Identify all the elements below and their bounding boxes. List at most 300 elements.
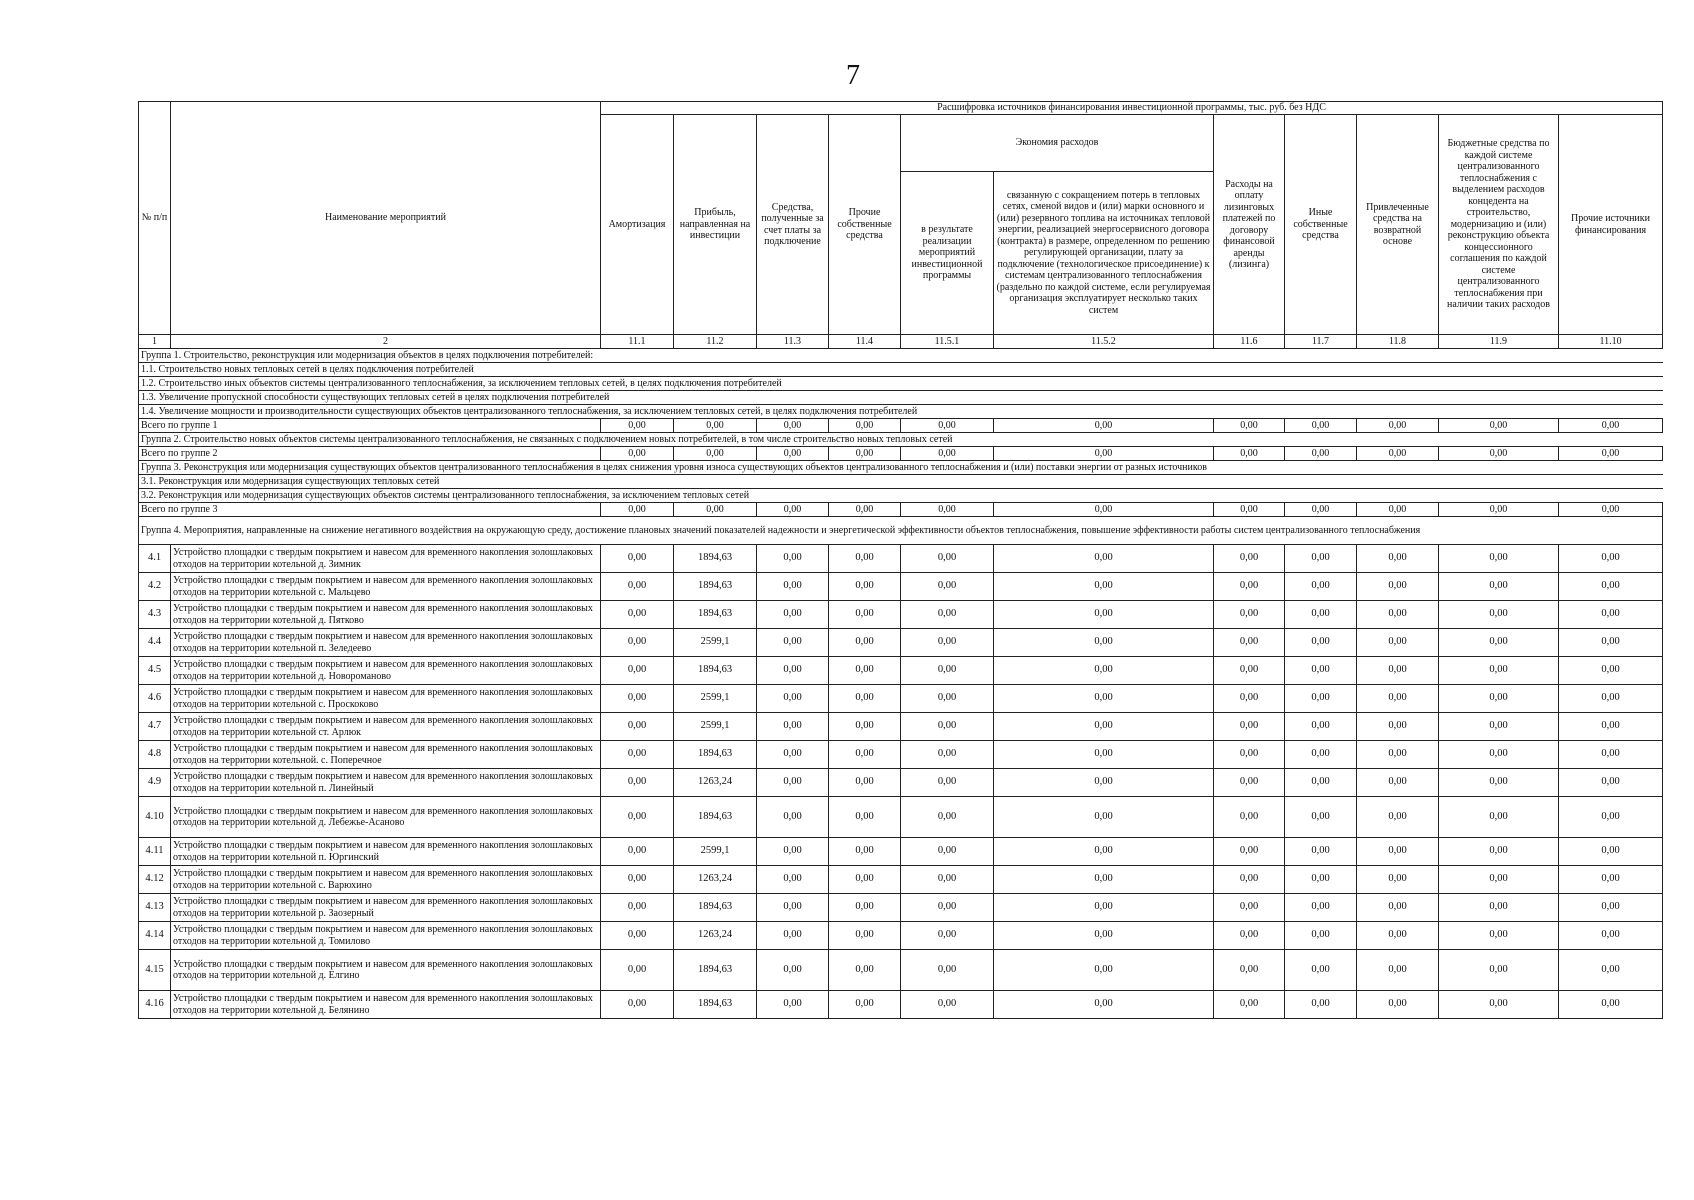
- value-cell: 0,00: [994, 685, 1214, 713]
- item-number: 4.10: [139, 797, 171, 838]
- value-cell: 0,00: [757, 503, 829, 517]
- col-number: 11.4: [829, 335, 901, 349]
- value-cell: 0,00: [829, 741, 901, 769]
- total-label: Всего по группе 3: [139, 503, 601, 517]
- value-cell: 0,00: [1214, 866, 1285, 894]
- value-cell: 0,00: [1357, 601, 1439, 629]
- col-header-other-sources: Прочие источники финансирования: [1559, 115, 1663, 335]
- value-cell: 0,00: [829, 503, 901, 517]
- value-cell: 0,00: [1357, 713, 1439, 741]
- section-heading: Группа 3. Реконструкция или модернизация существующих объектов централизованного теплоснабжения в целях снижения уровня износа существующих объектов централизованного теплоснабжения и (или) поставки энергии от разных источников: [139, 461, 1663, 475]
- total-label: Всего по группе 2: [139, 447, 601, 461]
- value-cell: 0,00: [1357, 419, 1439, 433]
- item-number: 4.7: [139, 713, 171, 741]
- item-name: Устройство площадки с твердым покрытием и навесом для временного накопления золошлаковых отходов на территории котельной д. Елгино: [171, 950, 601, 991]
- value-cell: 0,00: [994, 950, 1214, 991]
- value-cell: 0,00: [1439, 545, 1559, 573]
- col-number: 11.10: [1559, 335, 1663, 349]
- col-header-other-own2: Иные собственные средства: [1285, 115, 1357, 335]
- value-cell: 0,00: [1285, 797, 1357, 838]
- column-numbers-row: [139, 335, 1663, 349]
- value-cell: 0,00: [1214, 922, 1285, 950]
- value-cell: 0,00: [1357, 838, 1439, 866]
- item-number: 4.6: [139, 685, 171, 713]
- value-cell: 0,00: [757, 629, 829, 657]
- col-number: 11.2: [674, 335, 757, 349]
- value-cell: 0,00: [757, 769, 829, 797]
- value-cell: 0,00: [601, 950, 674, 991]
- col-header-savings-loss: связанную с сокращением потерь в тепловых сетях, сменой видов и (или) марки основного и (или) резервного топлива на источниках тепловой энергии, реализацией энергосервисного договора (контракта) в размере, определенном по решению регулирующей организации, плату за подключение (технологическое присоединение) к системам централизованного теплоснабжения (раздельно по каждой системе, если регулируемая организация эксплуатирует несколько таких систем: [994, 172, 1214, 335]
- value-cell: 0,00: [901, 797, 994, 838]
- value-cell: 0,00: [1214, 545, 1285, 573]
- value-cell: 0,00: [829, 545, 901, 573]
- value-cell: 0,00: [1439, 797, 1559, 838]
- value-cell: 0,00: [1559, 991, 1663, 1019]
- value-cell: 0,00: [901, 447, 994, 461]
- value-cell: 0,00: [1439, 601, 1559, 629]
- value-cell: 0,00: [1285, 573, 1357, 601]
- value-cell: 0,00: [757, 419, 829, 433]
- item-name: Устройство площадки с твердым покрытием и навесом для временного накопления золошлаковых отходов на территории котельной д. Зимник: [171, 545, 601, 573]
- value-cell: 0,00: [601, 601, 674, 629]
- profit-value: 1263,24: [674, 769, 757, 797]
- value-cell: 0,00: [1285, 922, 1357, 950]
- value-cell: 0,00: [757, 713, 829, 741]
- subsection-heading: 1.1. Строительство новых тепловых сетей в целях подключения потребителей: [139, 363, 1663, 377]
- profit-value: 2599,1: [674, 838, 757, 866]
- table-row: [139, 601, 1663, 629]
- value-cell: 0,00: [1559, 866, 1663, 894]
- col-number: 2: [171, 335, 601, 349]
- value-cell: 0,00: [1559, 685, 1663, 713]
- value-cell: 0,00: [601, 685, 674, 713]
- value-cell: 0,00: [994, 573, 1214, 601]
- col-header-other-own: Прочие собственные средства: [829, 115, 901, 335]
- item-number: 4.2: [139, 573, 171, 601]
- value-cell: 0,00: [1439, 950, 1559, 991]
- profit-value: 1894,63: [674, 894, 757, 922]
- value-cell: 0,00: [1439, 838, 1559, 866]
- value-cell: 0,00: [1285, 894, 1357, 922]
- profit-value: 2599,1: [674, 629, 757, 657]
- value-cell: 0,00: [601, 545, 674, 573]
- value-cell: 0,00: [1559, 657, 1663, 685]
- value-cell: 0,00: [901, 713, 994, 741]
- table-row: [139, 713, 1663, 741]
- value-cell: 0,00: [829, 838, 901, 866]
- value-cell: 0,00: [1357, 741, 1439, 769]
- value-cell: 0,00: [901, 950, 994, 991]
- total-row: [139, 503, 1663, 517]
- value-cell: 0,00: [829, 573, 901, 601]
- item-number: 4.5: [139, 657, 171, 685]
- item-number: 4.4: [139, 629, 171, 657]
- value-cell: 0,00: [1214, 991, 1285, 1019]
- value-cell: 0,00: [1439, 573, 1559, 601]
- value-cell: 0,00: [829, 629, 901, 657]
- value-cell: 0,00: [1214, 657, 1285, 685]
- value-cell: 0,00: [1439, 657, 1559, 685]
- value-cell: 0,00: [829, 797, 901, 838]
- value-cell: 0,00: [1214, 741, 1285, 769]
- value-cell: 0,00: [994, 713, 1214, 741]
- col-header-group: Расшифровка источников финансирования инвестиционной программы, тыс. руб. без НДС: [601, 102, 1663, 115]
- subsection-heading: 1.3. Увеличение пропускной способности существующих тепловых сетей в целях подключения потребителей: [139, 391, 1663, 405]
- col-header-no: № п/п: [139, 102, 171, 335]
- value-cell: 0,00: [994, 866, 1214, 894]
- value-cell: 0,00: [1559, 545, 1663, 573]
- value-cell: 0,00: [1285, 503, 1357, 517]
- col-number: 11.6: [1214, 335, 1285, 349]
- value-cell: 0,00: [1357, 991, 1439, 1019]
- item-name: Устройство площадки с твердым покрытием и навесом для временного накопления золошлаковых отходов на территории котельной п. Линейный: [171, 769, 601, 797]
- value-cell: 0,00: [1214, 769, 1285, 797]
- value-cell: 0,00: [601, 503, 674, 517]
- value-cell: 0,00: [1285, 545, 1357, 573]
- value-cell: 0,00: [1439, 629, 1559, 657]
- value-cell: 0,00: [994, 922, 1214, 950]
- col-header-profit: Прибыль, направленная на инвестиции: [674, 115, 757, 335]
- profit-value: 1263,24: [674, 922, 757, 950]
- subsection-heading: 1.4. Увеличение мощности и производительности существующих объектов централизованного теплоснабжения, за исключением тепловых сетей, в целях подключения потребителей: [139, 405, 1663, 419]
- value-cell: 0,00: [994, 545, 1214, 573]
- value-cell: 0,00: [601, 713, 674, 741]
- value-cell: 0,00: [674, 419, 757, 433]
- item-name: Устройство площадки с твердым покрытием и навесом для временного накопления золошлаковых отходов на территории котельной р. Заозерный: [171, 894, 601, 922]
- value-cell: 0,00: [1214, 713, 1285, 741]
- value-cell: 0,00: [1285, 629, 1357, 657]
- value-cell: 0,00: [1559, 573, 1663, 601]
- value-cell: 0,00: [994, 629, 1214, 657]
- value-cell: 0,00: [901, 657, 994, 685]
- value-cell: 0,00: [1439, 894, 1559, 922]
- value-cell: 0,00: [1559, 713, 1663, 741]
- value-cell: 0,00: [994, 601, 1214, 629]
- value-cell: 0,00: [994, 741, 1214, 769]
- value-cell: 0,00: [1559, 503, 1663, 517]
- value-cell: 0,00: [1439, 922, 1559, 950]
- value-cell: 0,00: [901, 922, 994, 950]
- value-cell: 0,00: [994, 838, 1214, 866]
- value-cell: 0,00: [829, 447, 901, 461]
- value-cell: 0,00: [1559, 950, 1663, 991]
- table-row: [139, 838, 1663, 866]
- subsection-heading: 3.1. Реконструкция или модернизация существующих тепловых сетей: [139, 475, 1663, 489]
- item-name: Устройство площадки с твердым покрытием и навесом для временного накопления золошлаковых отходов на территории котельной д. Пятково: [171, 601, 601, 629]
- value-cell: 0,00: [1285, 866, 1357, 894]
- value-cell: 0,00: [1357, 685, 1439, 713]
- value-cell: 0,00: [1285, 601, 1357, 629]
- value-cell: 0,00: [1439, 741, 1559, 769]
- profit-value: 1894,63: [674, 797, 757, 838]
- value-cell: 0,00: [757, 894, 829, 922]
- item-name: Устройство площадки с твердым покрытием и навесом для временного накопления золошлаковых отходов на территории котельной д. Белянино: [171, 991, 601, 1019]
- value-cell: 0,00: [757, 447, 829, 461]
- value-cell: 0,00: [1285, 950, 1357, 991]
- value-cell: 0,00: [1439, 866, 1559, 894]
- profit-value: 1894,63: [674, 950, 757, 991]
- value-cell: 0,00: [1214, 894, 1285, 922]
- value-cell: 0,00: [1214, 797, 1285, 838]
- value-cell: 0,00: [829, 922, 901, 950]
- value-cell: 0,00: [757, 922, 829, 950]
- value-cell: 0,00: [901, 685, 994, 713]
- value-cell: 0,00: [994, 447, 1214, 461]
- col-header-savings: Экономия расходов: [901, 115, 1214, 172]
- value-cell: 0,00: [1285, 419, 1357, 433]
- value-cell: 0,00: [829, 713, 901, 741]
- item-name: Устройство площадки с твердым покрытием и навесом для временного накопления золошлаковых отходов на территории котельной. с. Поперечное: [171, 741, 601, 769]
- col-header-name: Наименование мероприятий: [171, 102, 601, 335]
- col-number: 1: [139, 335, 171, 349]
- table-row: [139, 894, 1663, 922]
- profit-value: 1894,63: [674, 741, 757, 769]
- col-number: 11.5.2: [994, 335, 1214, 349]
- total-row: [139, 419, 1663, 433]
- value-cell: 0,00: [994, 503, 1214, 517]
- col-number: 11.3: [757, 335, 829, 349]
- value-cell: 0,00: [601, 838, 674, 866]
- value-cell: 0,00: [901, 601, 994, 629]
- value-cell: 0,00: [757, 741, 829, 769]
- page-number: 7: [846, 60, 860, 91]
- value-cell: 0,00: [601, 894, 674, 922]
- profit-value: 1894,63: [674, 991, 757, 1019]
- value-cell: 0,00: [829, 991, 901, 1019]
- value-cell: 0,00: [1357, 950, 1439, 991]
- value-cell: 0,00: [1285, 713, 1357, 741]
- col-header-amortization: Амортизация: [601, 115, 674, 335]
- value-cell: 0,00: [601, 573, 674, 601]
- value-cell: 0,00: [901, 866, 994, 894]
- value-cell: 0,00: [1214, 503, 1285, 517]
- item-name: Устройство площадки с твердым покрытием и навесом для временного накопления золошлаковых отходов на территории котельной с. Проскоково: [171, 685, 601, 713]
- value-cell: 0,00: [757, 573, 829, 601]
- table-row: [139, 629, 1663, 657]
- value-cell: 0,00: [601, 922, 674, 950]
- col-number: 11.7: [1285, 335, 1357, 349]
- table-row: [139, 545, 1663, 573]
- table-row: [139, 991, 1663, 1019]
- total-row: [139, 447, 1663, 461]
- value-cell: 0,00: [1559, 838, 1663, 866]
- value-cell: 0,00: [994, 894, 1214, 922]
- subsection-heading: 1.2. Строительство иных объектов системы централизованного теплоснабжения, за исключением тепловых сетей, в целях подключения потребителей: [139, 377, 1663, 391]
- value-cell: 0,00: [757, 797, 829, 838]
- value-cell: 0,00: [601, 991, 674, 1019]
- table-row: [139, 685, 1663, 713]
- value-cell: 0,00: [1559, 419, 1663, 433]
- value-cell: 0,00: [1439, 991, 1559, 1019]
- value-cell: 0,00: [1357, 922, 1439, 950]
- value-cell: 0,00: [1357, 503, 1439, 517]
- item-name: Устройство площадки с твердым покрытием и навесом для временного накопления золошлаковых отходов на территории котельной с. Мальцево: [171, 573, 601, 601]
- value-cell: 0,00: [901, 769, 994, 797]
- value-cell: 0,00: [601, 629, 674, 657]
- value-cell: 0,00: [994, 991, 1214, 1019]
- value-cell: 0,00: [1439, 447, 1559, 461]
- subsection-heading: 3.2. Реконструкция или модернизация существующих объектов системы централизованного теплоснабжения, за исключением тепловых сетей: [139, 489, 1663, 503]
- value-cell: 0,00: [1357, 866, 1439, 894]
- value-cell: 0,00: [757, 545, 829, 573]
- value-cell: 0,00: [1285, 685, 1357, 713]
- value-cell: 0,00: [994, 797, 1214, 838]
- value-cell: 0,00: [757, 838, 829, 866]
- value-cell: 0,00: [1285, 657, 1357, 685]
- col-header-savings-result: в результате реализации мероприятий инвестиционной программы: [901, 172, 994, 335]
- value-cell: 0,00: [1214, 419, 1285, 433]
- value-cell: 0,00: [674, 503, 757, 517]
- value-cell: 0,00: [1285, 741, 1357, 769]
- item-number: 4.13: [139, 894, 171, 922]
- value-cell: 0,00: [1357, 797, 1439, 838]
- table-row: [139, 657, 1663, 685]
- col-number: 11.9: [1439, 335, 1559, 349]
- value-cell: 0,00: [1559, 741, 1663, 769]
- value-cell: 0,00: [901, 894, 994, 922]
- item-name: Устройство площадки с твердым покрытием и навесом для временного накопления золошлаковых отходов на территории котельной д. Лебежье-Асаново: [171, 797, 601, 838]
- value-cell: 0,00: [829, 866, 901, 894]
- col-header-leasing: Расходы на оплату лизинговых платежей по договору финансовой аренды (лизинга): [1214, 115, 1285, 335]
- item-number: 4.3: [139, 601, 171, 629]
- value-cell: 0,00: [601, 447, 674, 461]
- table-row: [139, 573, 1663, 601]
- value-cell: 0,00: [994, 419, 1214, 433]
- item-name: Устройство площадки с твердым покрытием и навесом для временного накопления золошлаковых отходов на территории котельной п. Зеледеево: [171, 629, 601, 657]
- col-number: 11.8: [1357, 335, 1439, 349]
- item-number: 4.16: [139, 991, 171, 1019]
- value-cell: 0,00: [901, 629, 994, 657]
- value-cell: 0,00: [1559, 922, 1663, 950]
- value-cell: 0,00: [1559, 797, 1663, 838]
- value-cell: 0,00: [829, 769, 901, 797]
- item-number: 4.11: [139, 838, 171, 866]
- table-row: [139, 922, 1663, 950]
- col-number: 11.1: [601, 335, 674, 349]
- value-cell: 0,00: [829, 601, 901, 629]
- value-cell: 0,00: [1285, 447, 1357, 461]
- value-cell: 0,00: [901, 991, 994, 1019]
- value-cell: 0,00: [1559, 894, 1663, 922]
- col-header-budget: Бюджетные средства по каждой системе централизованного теплоснабжения с выделением расходов концедента на строительство, модернизацию и (или) реконструкцию объекта концессионного соглашения по каждой системе централизованного теплоснабжения при наличии таких расходов: [1439, 115, 1559, 335]
- item-name: Устройство площадки с твердым покрытием и навесом для временного накопления золошлаковых отходов на территории котельной п. Юргинский: [171, 838, 601, 866]
- value-cell: 0,00: [757, 991, 829, 1019]
- value-cell: 0,00: [1214, 573, 1285, 601]
- value-cell: 0,00: [757, 685, 829, 713]
- profit-value: 2599,1: [674, 685, 757, 713]
- item-name: Устройство площадки с твердым покрытием и навесом для временного накопления золошлаковых отходов на территории котельной с. Варюхино: [171, 866, 601, 894]
- value-cell: 0,00: [994, 657, 1214, 685]
- table-row: [139, 741, 1663, 769]
- value-cell: 0,00: [1214, 447, 1285, 461]
- value-cell: 0,00: [601, 769, 674, 797]
- table-row: [139, 866, 1663, 894]
- value-cell: 0,00: [1439, 503, 1559, 517]
- value-cell: 0,00: [1357, 447, 1439, 461]
- value-cell: 0,00: [757, 950, 829, 991]
- table-row: [139, 769, 1663, 797]
- value-cell: 0,00: [1559, 769, 1663, 797]
- profit-value: 1894,63: [674, 545, 757, 573]
- value-cell: 0,00: [1357, 629, 1439, 657]
- value-cell: 0,00: [1357, 545, 1439, 573]
- value-cell: 0,00: [1439, 685, 1559, 713]
- profit-value: 1263,24: [674, 866, 757, 894]
- value-cell: 0,00: [901, 573, 994, 601]
- item-name: Устройство площадки с твердым покрытием и навесом для временного накопления золошлаковых отходов на территории котельной д. Томилово: [171, 922, 601, 950]
- value-cell: 0,00: [757, 657, 829, 685]
- value-cell: 0,00: [757, 866, 829, 894]
- value-cell: 0,00: [829, 419, 901, 433]
- section-heading: Группа 2. Строительство новых объектов системы централизованного теплоснабжения, не связанных с подключением новых потребителей, в том числе строительство новых тепловых сетей: [139, 433, 1663, 447]
- value-cell: 0,00: [1357, 769, 1439, 797]
- item-number: 4.1: [139, 545, 171, 573]
- value-cell: 0,00: [601, 866, 674, 894]
- value-cell: 0,00: [901, 419, 994, 433]
- value-cell: 0,00: [1439, 419, 1559, 433]
- value-cell: 0,00: [1214, 601, 1285, 629]
- col-number: 11.5.1: [901, 335, 994, 349]
- value-cell: 0,00: [1439, 769, 1559, 797]
- item-name: Устройство площадки с твердым покрытием и навесом для временного накопления золошлаковых отходов на территории котельной ст. Арлюк: [171, 713, 601, 741]
- value-cell: 0,00: [1559, 629, 1663, 657]
- value-cell: 0,00: [674, 447, 757, 461]
- item-name: Устройство площадки с твердым покрытием и навесом для временного накопления золошлаковых отходов на территории котельной д. Новороманово: [171, 657, 601, 685]
- items-body: [139, 545, 1663, 1019]
- value-cell: 0,00: [1357, 657, 1439, 685]
- total-label: Всего по группе 1: [139, 419, 601, 433]
- value-cell: 0,00: [1214, 950, 1285, 991]
- item-number: 4.9: [139, 769, 171, 797]
- value-cell: 0,00: [757, 601, 829, 629]
- item-number: 4.15: [139, 950, 171, 991]
- profit-value: 1894,63: [674, 573, 757, 601]
- value-cell: 0,00: [901, 545, 994, 573]
- investment-financing-table: [138, 101, 1663, 1019]
- value-cell: 0,00: [1285, 991, 1357, 1019]
- col-header-connection-funds: Средства, полученные за счет платы за подключение: [757, 115, 829, 335]
- table-row: [139, 950, 1663, 991]
- value-cell: 0,00: [901, 503, 994, 517]
- value-cell: 0,00: [829, 950, 901, 991]
- value-cell: 0,00: [1285, 838, 1357, 866]
- section-heading: Группа 1. Строительство, реконструкция или модернизация объектов в целях подключения потребителей:: [139, 349, 1663, 363]
- value-cell: 0,00: [601, 741, 674, 769]
- profit-value: 2599,1: [674, 713, 757, 741]
- value-cell: 0,00: [1559, 447, 1663, 461]
- value-cell: 0,00: [829, 657, 901, 685]
- profit-value: 1894,63: [674, 657, 757, 685]
- value-cell: 0,00: [994, 769, 1214, 797]
- profit-value: 1894,63: [674, 601, 757, 629]
- value-cell: 0,00: [1559, 601, 1663, 629]
- value-cell: 0,00: [1439, 713, 1559, 741]
- value-cell: 0,00: [1285, 769, 1357, 797]
- value-cell: 0,00: [901, 838, 994, 866]
- value-cell: 0,00: [1357, 573, 1439, 601]
- value-cell: 0,00: [601, 797, 674, 838]
- value-cell: 0,00: [601, 419, 674, 433]
- value-cell: 0,00: [1214, 685, 1285, 713]
- value-cell: 0,00: [901, 741, 994, 769]
- item-number: 4.14: [139, 922, 171, 950]
- value-cell: 0,00: [1214, 838, 1285, 866]
- item-number: 4.12: [139, 866, 171, 894]
- value-cell: 0,00: [829, 894, 901, 922]
- value-cell: 0,00: [829, 685, 901, 713]
- item-number: 4.8: [139, 741, 171, 769]
- value-cell: 0,00: [1214, 629, 1285, 657]
